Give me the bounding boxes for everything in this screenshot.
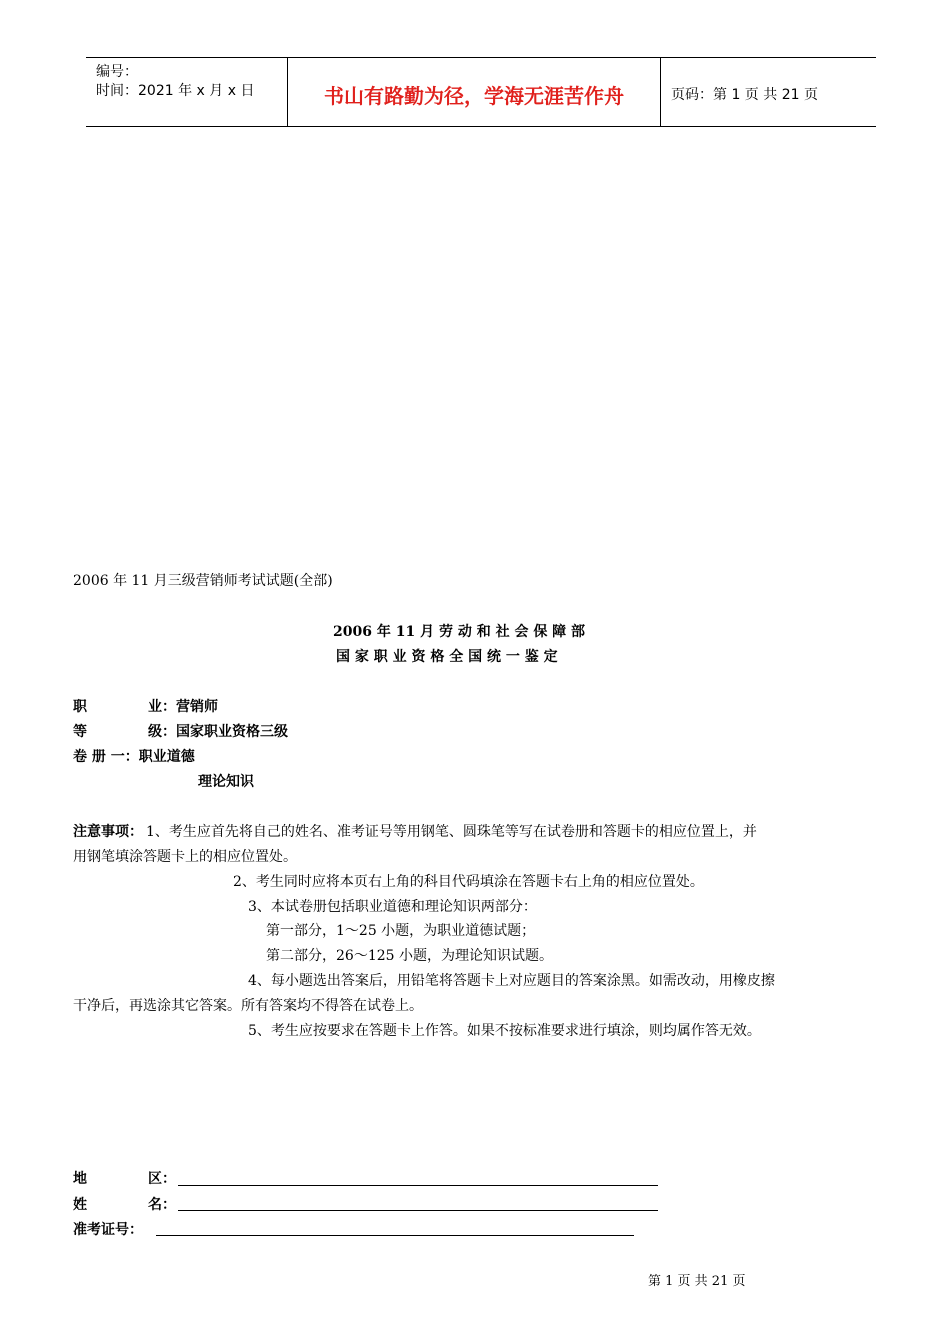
notice-item-3b: 第二部分，26～125 小题，为理论知识试题。 <box>266 948 553 964</box>
name-key: 姓 <box>73 1197 87 1213</box>
issuer-heading: 2006 年 11 月 劳 动 和 社 会 保 障 部 <box>333 624 586 640</box>
notice-item-3a: 第一部分，1～25 小题，为职业道德试题； <box>266 923 536 939</box>
exam-id-label: 准考证号： <box>73 1222 143 1238</box>
document-title: 2006 年 11 月三级营销师考试试题(全部) <box>73 573 333 589</box>
page-count-label: 页码：第 1 页 共 21 页 <box>671 87 818 103</box>
certification-heading: 国 家 职 业 资 格 全 国 统 一 鉴 定 <box>336 649 558 665</box>
notice-item-5: 5、考生应按要求在答题卡上作答。如果不按标准要求进行填涂，则均属作答无效。 <box>248 1023 761 1039</box>
region-key: 地 <box>73 1171 87 1187</box>
notice-item-1: 1、考生应首先将自己的姓名、准考证号等用钢笔、圆珠笔等写在试卷册和答题卡的相应位置上，并 <box>146 824 757 840</box>
header-meta-cell <box>86 58 288 126</box>
volume-line: 卷 册 一：职业道德 <box>73 749 195 765</box>
region-field[interactable] <box>178 1185 658 1186</box>
notice-item-1-cont: 用钢笔填涂答题卡上的相应位置处。 <box>73 849 297 865</box>
page-header <box>86 57 876 127</box>
volume-subtitle: 理论知识 <box>198 774 254 790</box>
region-label: 区： <box>148 1171 176 1187</box>
notice-item-2: 2、考生同时应将本页右上角的科目代码填涂在答题卡右上角的相应位置处。 <box>233 874 704 890</box>
name-label: 名： <box>148 1197 176 1213</box>
notice-item-3: 3、本试卷册包括职业道德和理论知识两部分： <box>248 899 537 915</box>
page-footer: 第 1 页 共 21 页 <box>648 1274 746 1289</box>
header-motto-cell <box>288 58 661 126</box>
motto-text: 书山有路勤为径，学海无涯苦作舟 <box>324 84 624 108</box>
notice-item-4-cont: 干净后，再选涂其它答案。所有答案均不得答在试卷上。 <box>73 998 423 1014</box>
name-field[interactable] <box>178 1210 658 1211</box>
serial-number-label: 编号： <box>96 64 138 80</box>
level-value: 级：国家职业资格三级 <box>148 724 288 740</box>
occupation-value: 业：营销师 <box>148 699 218 715</box>
level-key: 等 <box>73 724 87 740</box>
exam-id-field[interactable] <box>156 1235 634 1236</box>
date-label: 时间：2021 年 x 月 x 日 <box>96 83 255 99</box>
notice-label: 注意事项： <box>73 824 143 840</box>
occupation-key: 职 <box>73 699 87 715</box>
notice-item-4: 4、每小题选出答案后，用铅笔将答题卡上对应题目的答案涂黑。如需改动，用橡皮擦 <box>248 973 775 989</box>
header-page-cell <box>661 58 876 126</box>
